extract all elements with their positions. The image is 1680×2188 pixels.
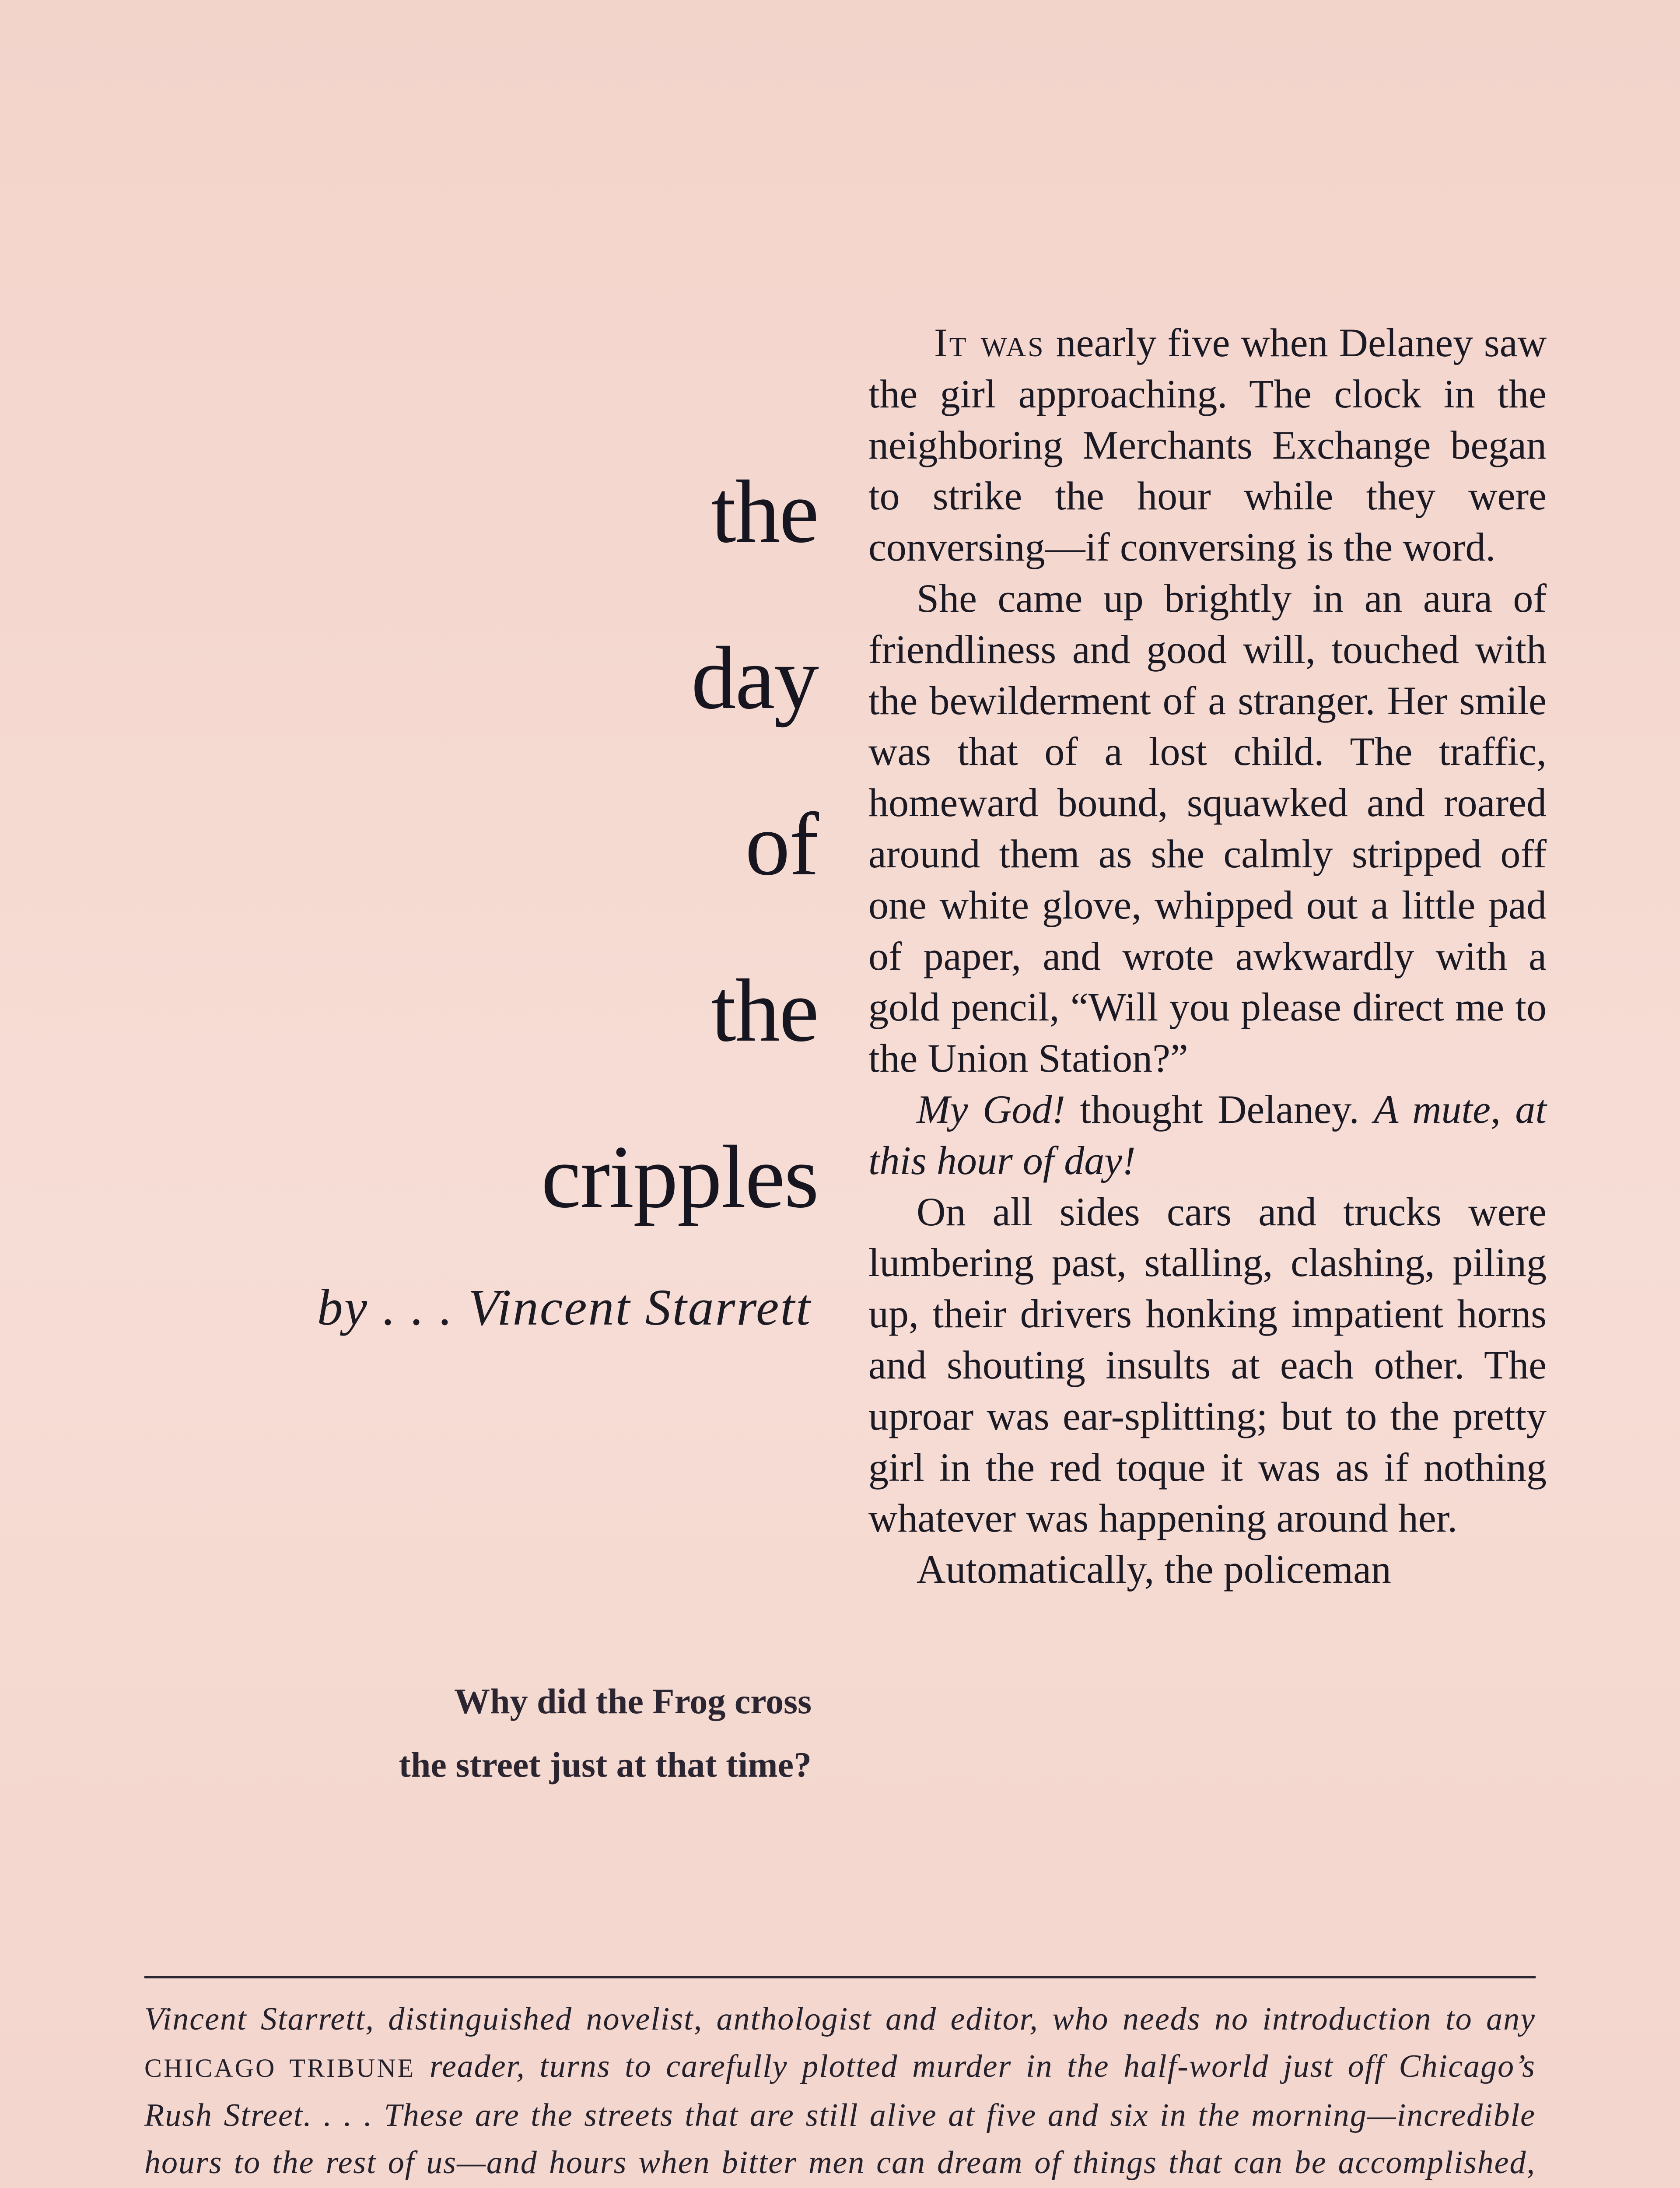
- teaser-question: [144, 1669, 812, 1796]
- footnote-text: Vincent Starrett, distinguished novelist, anthologist and editor, who needs no introduction to any: [144, 2001, 1536, 2037]
- story-paragraph: [868, 317, 1547, 573]
- title-word: day: [691, 628, 818, 728]
- title-word: the: [711, 961, 818, 1060]
- story-paragraph: She came up brightly in an aura of friendliness and good will, touched with the bewilderment of a stranger. Her smile was that of a lost child. The traffic, homeward bound, squawked and roared around them as she calmly stripped off one white glove, whipped out a little pad of paper, and wrote awkwardly with a gold pencil, “Will you please direct me to the Union Station?”: [868, 575, 1547, 1081]
- story-title: [144, 429, 818, 1260]
- paragraph-text: nearly five when Delaney saw the girl approaching. The clock in the neighboring Merchants Exchange began to strike the hour while they were conversing—if conversing is the word.: [868, 320, 1547, 570]
- story-paragraph: On all sides cars and trucks were lumbering past, stalling, clashing, piling up, their drivers honking impatient horns and shouting insults at each other. The uproar was ear-splitting; but to the pretty girl in the red toque it was as if nothing whatever was happening around her.: [868, 1189, 1547, 1541]
- footnote-text: reader, turns to carefully plotted murder in the half-world just off Chicago’s Rush Street. . . . These are the streets that are still alive at five and six in the morning—incredible hours to the rest of us—and hours when bitter men can dream of things that can be accomplished,: [144, 2048, 1536, 2181]
- story-paragraph: [868, 1084, 1547, 1186]
- story-paragraph: Automatically, the policeman: [917, 1547, 1391, 1592]
- italic-text: A mute, at this hour of day!: [868, 1087, 1547, 1183]
- title-word: of: [745, 795, 818, 894]
- author-byline: by . . . Vincent Starrett: [317, 1279, 812, 1336]
- title-word: the: [711, 462, 818, 561]
- italic-text: My God!: [917, 1087, 1066, 1132]
- story-body: [868, 317, 1547, 1595]
- author-footnote: [144, 1995, 1536, 2188]
- teaser-line: Why did the Frog cross: [454, 1681, 812, 1721]
- title-word: cripples: [541, 1127, 818, 1227]
- paragraph-text: thought Delaney.: [1065, 1087, 1374, 1132]
- newspaper-name: CHICAGO TRIBUNE: [144, 2054, 416, 2083]
- teaser-line: the street just at that time?: [399, 1745, 812, 1785]
- lead-in: It was: [934, 320, 1045, 365]
- footnote-top-rule: [144, 1976, 1536, 1978]
